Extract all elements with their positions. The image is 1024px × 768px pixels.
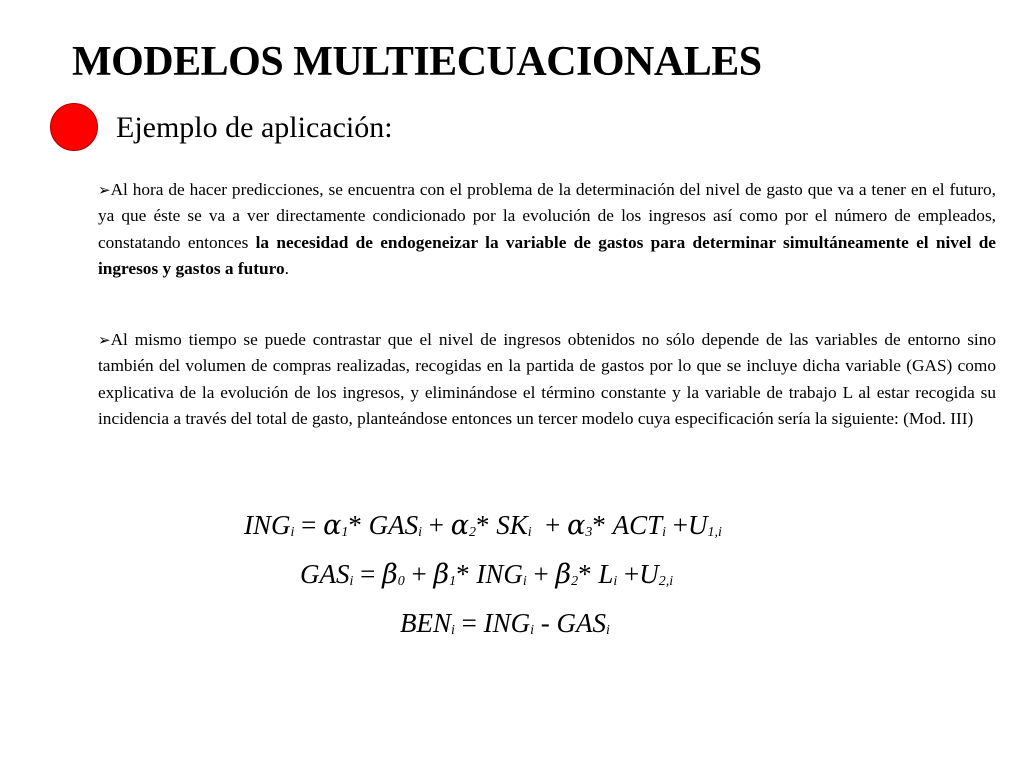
slide-title: MODELOS MULTIECUACIONALES	[72, 39, 762, 85]
equation-gastos: $GAS_i = \beta_0 + \beta_1*$ $ING_i + \beta_2*$ $L_i +U_{2,i}$	[300, 559, 674, 590]
paragraph-2-text: Al mismo tiempo se puede contrastar que el nivel de ingresos obtenidos no sólo depende de las variables de entorno sino también del volumen de compras realizadas, recogidas en la partida de gastos por lo que se incluye dicha variable (GAS) como explicativa de la evolución de los ingresos, y eliminándose el término constante y la variable de trabajo L al estar recogida su incidencia a través del total de gasto, planteándose entonces un tercer modelo cuya especificación sería la siguiente: (Mod. III)	[98, 330, 996, 428]
red-bullet-circle-icon	[50, 103, 98, 151]
paragraph-1	[98, 177, 996, 282]
paragraph-1-text: Al hora de hacer predicciones, se encuentra con el problema de la determinación del nivel de gasto que va a tener en el futuro, ya que éste se va a ver directamente condicionado por la evolución de los ingresos así como por el número de empleados, constatando entonces	[98, 180, 996, 252]
paragraph-1-bold-text: la necesidad de endogeneizar la variable de gastos para determinar simultáneamente el nivel de ingresos y gastos a futuro	[98, 232, 996, 278]
arrow-bullet-icon: ➢	[98, 181, 111, 199]
paragraph-1-end: .	[284, 258, 289, 278]
slide-subtitle: Ejemplo de aplicación:	[116, 111, 393, 144]
equation-ingresos: $ING_i = \alpha_1*$ $GAS_i + \alpha_2*$ $SK_i + \alpha_3*$ $ACT_i +U_{1,i}$	[244, 510, 722, 541]
paragraph-2	[98, 327, 996, 432]
arrow-bullet-icon: ➢	[98, 331, 111, 349]
equation-beneficios: $BEN_i = ING_i - GAS_i$	[400, 608, 610, 638]
